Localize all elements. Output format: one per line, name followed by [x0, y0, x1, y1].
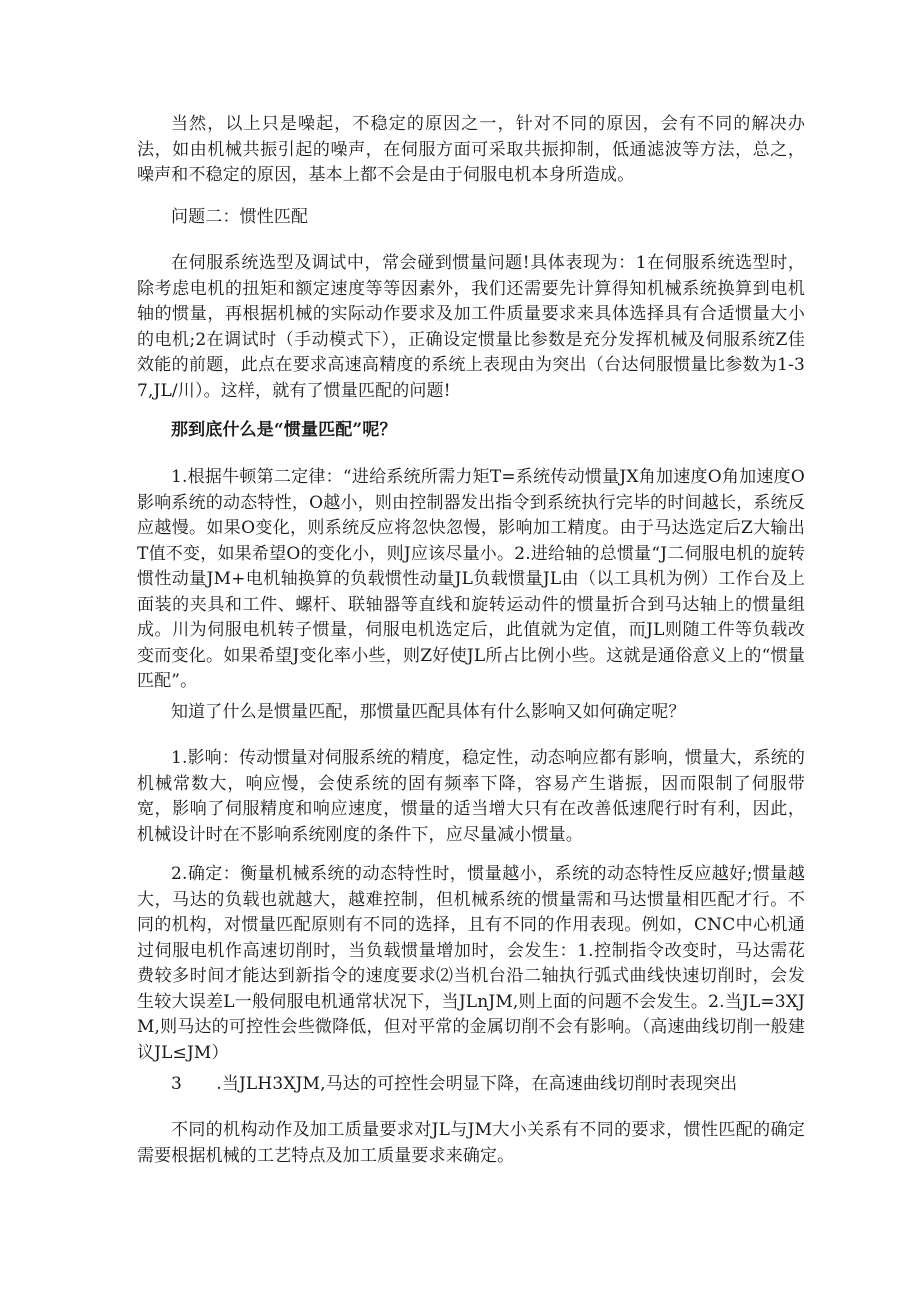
paragraph-noise-causes: 当然，以上只是噪起，不稳定的原因之一，针对不同的原因，会有不同的解决办法，如由机械共振引起的噪声，在伺服方面可采取共振抑制，低通滤波等方法，总之，噪声和不稳定的原因，基本上都不会是由于伺服电机本身所造成。	[137, 114, 805, 185]
section-heading-inertia-matching: 问题二：惯性匹配	[171, 207, 309, 227]
heading-what-is-inertia-matching: 那到底什么是“惯量匹配”呢？	[171, 420, 397, 440]
paragraph-inertia-problem: 在伺服系统选型及调试中，常会碰到惯量问题!具体表现为：1在伺服系统选型时，除考虑电机的扭矩和额定速度等等因素外，我们还需要先计算得知机械系统换算到电机轴的惯量，再根据机械的实际动作要求及加工件质量要求来具体选择具有合适惯量大小的电机;2在调试时（手动模式下），正确设定惯量比参数是充分发挥机械及伺服系统Z佳效能的前题，此点在要求高速高精度的系统上表现由为突出（台达伺服惯量比参数为1-37,JL/川）。这样，就有了惯量匹配的问题!	[137, 253, 805, 401]
paragraph-determination: 2.确定：衡量机械系统的动态特性时，惯量越小，系统的动态特性反应越好;惯量越大，马达的负载也就越大，越难控制，但机械系统的惯量需和马达惯量相匹配才行。不同的机构，对惯量匹配原则有不同的选择，且有不同的作用表现。例如，CNC中心机通过伺服电机作高速切削时，当负载惯量增加时，会发生：1.控制指令改变时，马达需花费较多时间才能达到新指令的速度要求⑵当机台沿二轴执行弧式曲线快速切削时，会发生较大误差L一般伺服电机通常状况下，当JLnJM,则上面的问题不会发生。2.当JL=3XJM,则马达的可控性会些微降低，但对平常的金属切削不会有影响。（高速曲线切削一般建议JL≤JM）	[137, 864, 805, 1063]
paragraph-conclusion: 不同的机构动作及加工质量要求对JL与JM大小关系有不同的要求，惯性匹配的确定需要根据机械的工艺特点及加工质量要求来确定。	[137, 1120, 805, 1166]
paragraph-newton-law: 1.根据牛顿第二定律：“进给系统所需力矩T=系统传动惯量JX角加速度O角加速度O影响系统的动态特性，O越小，则由控制器发出指令到系统执行完毕的时间越长，系统反应越慢。如果O变化，则系统反应将忽快忽慢，影响加工精度。由于马达选定后Z大输出T值不变，如果希望O的变化小，则J应该尽量小。2.进给轴的总惯量“J二伺服电机的旋转惯性动量JM+电机轴换算的负载惯性动量JL负载惯量JL由（以工具机为例）工作台及上面装的夹具和工件、螺杆、联轴器等直线和旋转运动件的惯量折合到马达轴上的惯量组成。川为伺服电机转子惯量，伺服电机选定后，此值就为定值，而JL则随工件等负载改变而变化。如果希望J变化率小些，则Z好使JL所占比例小些。这就是通俗意义上的“惯量匹配”。	[137, 467, 805, 691]
paragraph-effects: 1.影响：传动惯量对伺服系统的精度，稳定性，动态响应都有影响，惯量大，系统的机械常数大，响应慢，会使系统的固有频率下降，容易产生谐振，因而限制了伺服带宽，影响了伺服精度和响应速度，惯量的适当增大只有在改善低速爬行时有利，因此，机械设计时在不影响系统刚度的条件下，应尽量减小惯量。	[137, 748, 805, 845]
paragraph-question-effects: 知道了什么是惯量匹配，那惯量匹配具体有什么影响又如何确定呢？	[171, 702, 686, 722]
paragraph-item-3: 3 .当JLH3XJM,马达的可控性会明显下降，在高速曲线切削时表现突出	[171, 1074, 738, 1094]
